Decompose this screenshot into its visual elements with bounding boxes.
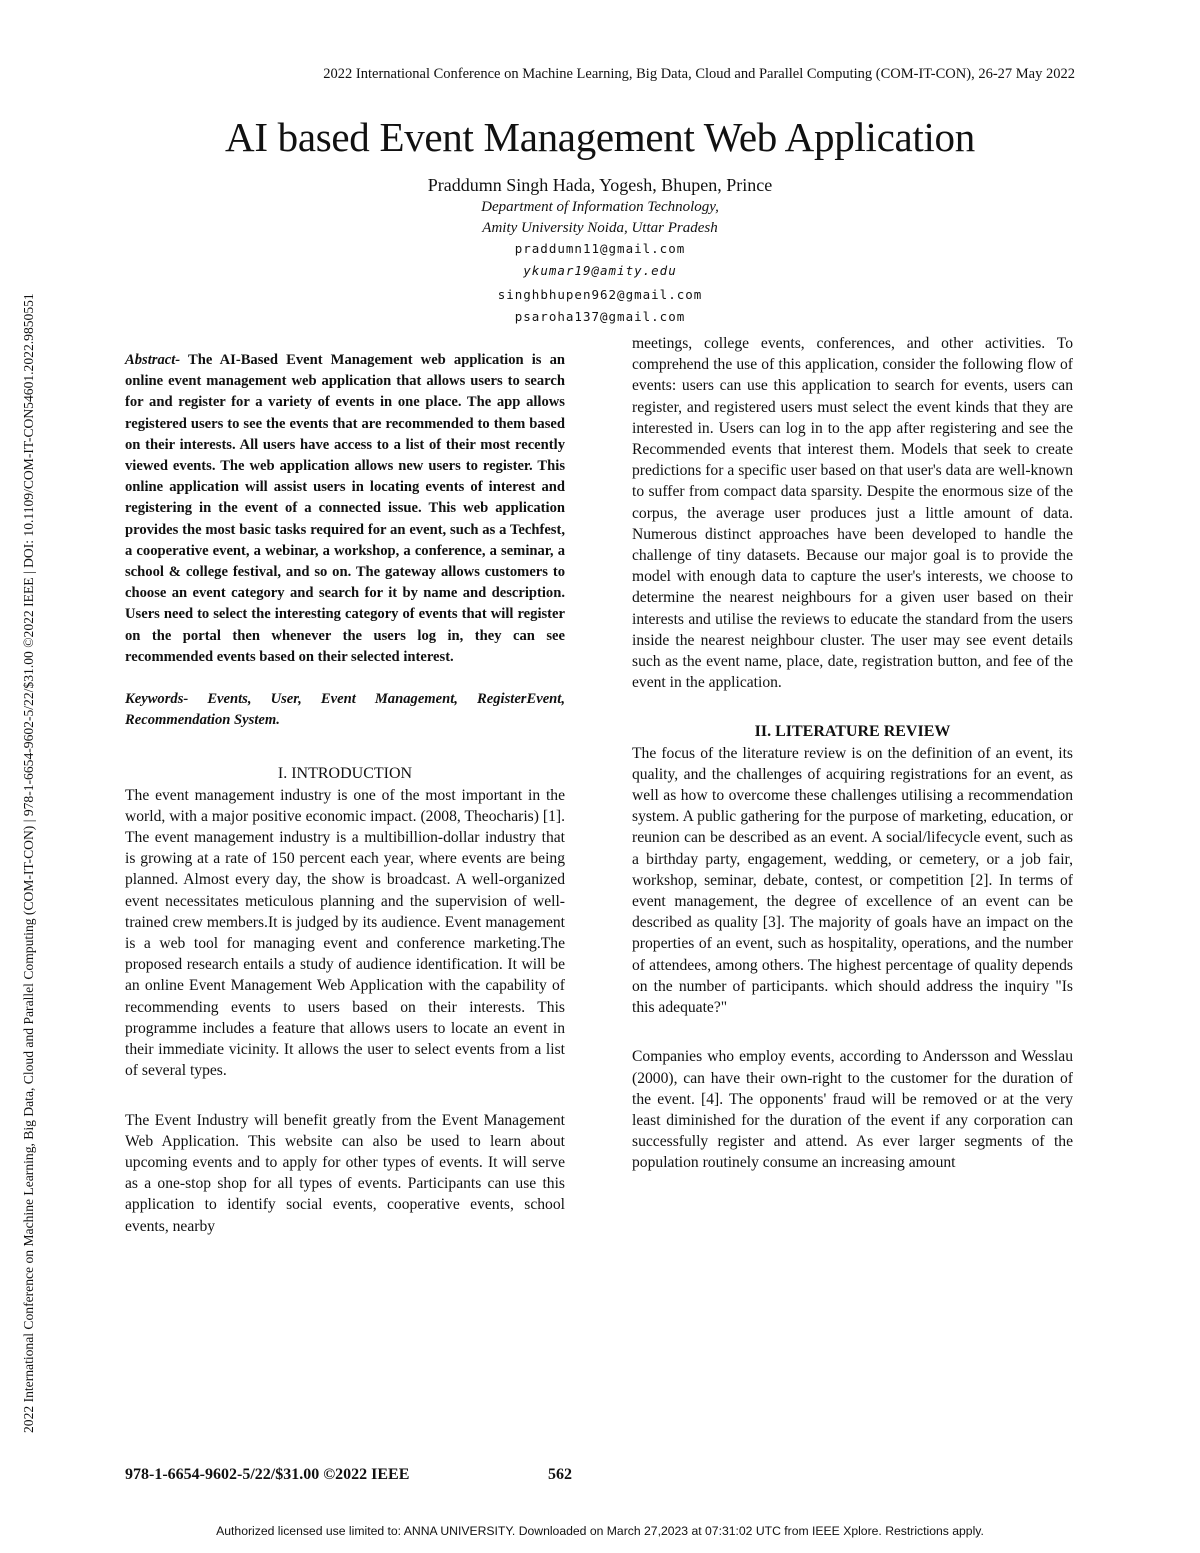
- authorization-notice: Authorized licensed use limited to: ANNA UNIVERSITY. Downloaded on March 27,2023 at 07:31:02 UTC from IEEE Xplore. Restrictions apply.: [216, 1524, 984, 1538]
- paper-title: AI based Event Management Web Application: [225, 114, 975, 160]
- literature-paragraph: The focus of the literature review is on the definition of an event, its quality, and the challenges of acquiring registrations for an event, as well as how to overcome these challenges utilising a recommendation system. A public gathering for the purpose of marketing, education, or reunion can be described as an event. A social/lifecycle event, such as a birthday party, engagement, wedding, or cemetery, or a job fair, workshop, seminar, debate, contest, or competition [2]. In terms of event management, the degree of excellence of an event can be described as quality [3]. The majority of goals have an impact on the properties of an event, such as hospitality, operations, and the number of attendees, among others. The highest percentage of quality depends on the number of participants. which should address the inquiry "Is this adequate?": [632, 744, 1073, 1017]
- author-list: Praddumn Singh Hada, Yogesh, Bhupen, Prince: [427, 175, 773, 195]
- literature-paragraph: Companies who employ events, according to Andersson and Wesslau (2000), can have their own-right to the customer for the duration of the event. [4]. The opponents' fraud will be removed or at the very least diminished for the duration of the event if any corporation can successfully register and attend. As ever larger segments of the population routinely consume an increasing amount: [632, 1048, 1073, 1172]
- abstract: [125, 350, 565, 668]
- intro-paragraph-continued: meetings, college events, conferences, and other activities. To comprehend the use of this application, consider the following flow of events: users can use this application to search for events, users can register, and registered users must select the event kinds that they are interested in. Users can log in to the app after registering and see the Recommended events that interest them. Models that seek to create predictions for a specific user based on that user's data are well-known to suffer from compact data sparsity. Despite the enormous size of the corpus, the average user produces just a little amount of data. Numerous distinct approaches have been developed to handle the challenge of tiny datasets. Because our major goal is to provide the model with enough data to capture the user's interests, we choose to determine the nearest neighbours for a given user based on their interests and utilise the reviews to educate the standard from the users inside the nearest neighbour cluster. The user may see event details such as the event name, place, date, registration button, and fee of the event in the application.: [632, 335, 1073, 692]
- affiliation-university: Amity University Noida, Uttar Pradesh: [482, 220, 718, 236]
- footer-isbn: 978-1-6654-9602-5/22/$31.00 ©2022 IEEE: [125, 1466, 410, 1483]
- left-column: [125, 350, 565, 1237]
- author-email: singhbhupen962@gmail.com: [497, 287, 703, 302]
- keywords: Keywords- Events, User, Event Management, RegisterEvent, Recommendation System.: [125, 691, 565, 729]
- author-email: psaroha137@gmail.com: [514, 309, 686, 324]
- conference-header: 2022 International Conference on Machine Learning, Big Data, Cloud and Parallel Computing (COM-IT-CON), 26-27 May 2022: [323, 66, 1075, 82]
- author-email: ykumar19@amity.edu: [523, 263, 677, 278]
- intro-paragraph: The event management industry is one of the most important in the world, with a major positive economic impact. (2008, Theocharis) [1]. The event management industry is a multibillion-dollar industry that is growing at a rate of 150 percent each year, where events are being planned. Almost every day, the show is broadcast. A well-organized event necessitates meticulous planning and the supervision of well-trained crew members.It is judged by its audience. Event management is a web tool for managing event and conference marketing.The proposed research entails a study of audience identification. It will be an online Event Management Web Application with the capability of recommending events to users based on their interests. This programme includes a feature that allows users to locate an event in their immediate vicinity. It allows the user to select events from a list of several types.: [125, 786, 565, 1080]
- abstract-text: The AI-Based Event Management web application is an online event management web application that allows users to search for and register for a variety of events in one place. The app allows registered users to see the events that are recommended to them based on their interests. All users have access to a list of their most recently viewed events. The web application allows new users to register. This online application will assist users in locating events of interest and registering in the event of a connected issue. This web application provides the most basic tasks required for an event, such as a Techfest, a cooperative event, a webinar, a workshop, a conference, a seminar, a school & college festival, and so on. The gateway allows customers to choose an event category and search for it by name and description. Users need to select the interesting category of events that will register on the portal then whenever the users log in, they can see recommended events based on their selected interest.: [125, 352, 565, 665]
- page-number: 562: [548, 1466, 572, 1483]
- section-heading-introduction: I. INTRODUCTION: [277, 765, 413, 783]
- affiliation-department: Department of Information Technology,: [481, 199, 719, 215]
- abstract-lead: Abstract-: [125, 352, 181, 368]
- intro-paragraph: The Event Industry will benefit greatly from the Event Management Web Application. This website can also be used to learn about upcoming events and to apply for other types of events. It will serve as a one-stop shop for all types of events. Participants can use this application to identify social events, cooperative events, school events, nearby: [125, 1111, 565, 1235]
- section-heading-literature-review: II. LITERATURE REVIEW: [754, 723, 951, 741]
- right-column: [632, 333, 1073, 1174]
- side-doi-note: 2022 International Conference on Machine Learning, Big Data, Cloud and Parallel Computing (COM-IT-CON) | 978-1-6654-9602-5/22/$31.00 ©2022 IEEE | DOI: 10.1109/COM-IT-CON54601.2022.9850551: [21, 293, 36, 1433]
- author-email: praddumn11@gmail.com: [514, 241, 686, 256]
